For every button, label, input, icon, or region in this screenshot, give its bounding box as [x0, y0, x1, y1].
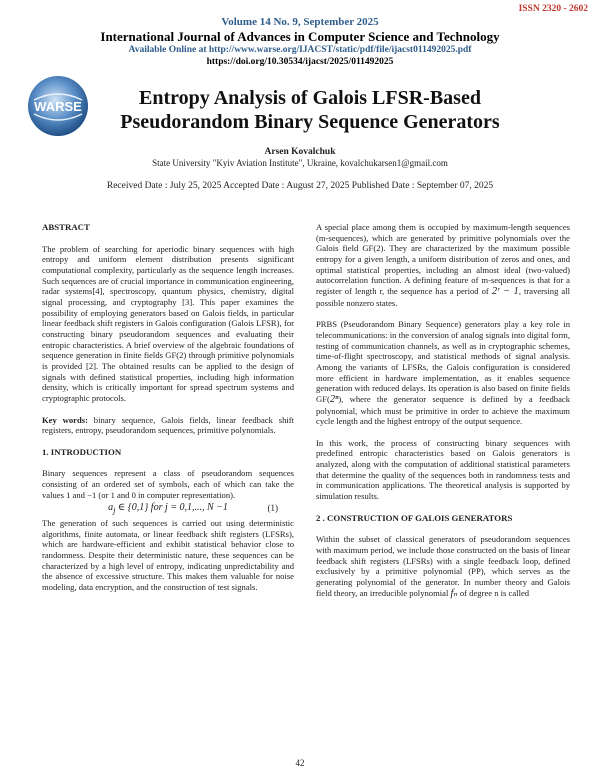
journal-title: International Journal of Advances in Computer Science and Technology — [100, 29, 500, 44]
p4-text-end: of degree n is called — [457, 587, 530, 598]
polynomial-symbol: fₙ — [450, 587, 458, 599]
paper-title — [60, 86, 560, 134]
keywords-text: binary sequence, Galois fields, linear feedback shift registers, entropy, pseudorandom sequences, primitive polynomials. — [42, 414, 294, 436]
publication-dates: Received Date : July 25, 2025 Accepted Date : August 27, 2025 Published Date : September 07, 2025 — [106, 181, 494, 191]
keywords — [42, 415, 294, 436]
p1-text: A special place among them is occupied by maximum-length sequences (m-sequences), which are generated by primitive polynomials over the Galois field GF(2). They are characterized by the maximum possible entropy for a given length, a uniform distribution of zeros and ones, and optimal statistical properties, including an almost ideal (two-valued) autocorrelation function. A defining feature of m-sequences is that for a register of length r, the sequence has a period of — [316, 222, 570, 296]
title-line-1: Entropy Analysis of Galois LFSR-Based — [139, 87, 481, 109]
p2-text: PRBS (Pseudorandom Binary Sequence) generators play a key role in telecommunications: in the conversion of analog signals into digital form, testing of communication channels, as well as in cryptographic schemes, time-of-flight spectroscopy, and statistical methods of signal analysis. Among the variants of LFSRs, the Galois configuration is considered more efficient in hardware implementation, as it enables sequence generation with reduced delays. Its operation is also based on finite fields GF( — [316, 319, 570, 404]
equation-body: ∈ {0,1} for j = 0,1,..., N −1 — [115, 502, 228, 514]
issn-label: ISSN 2320 - 2602 — [518, 4, 588, 14]
title-line-2: Pseudorandom Binary Sequence Generators — [120, 111, 500, 133]
section-2-heading: 2 . CONSTRUCTION OF GALOIS GENERATORS — [316, 512, 513, 523]
author-affiliation: State University "Kyiv Aviation Institute", Ukraine, kovalchukarsen1@gmail.com — [152, 158, 448, 168]
right-paragraph-2 — [316, 319, 570, 427]
availability-link[interactable]: Available Online at http://www.warse.org/IJACST/static/pdf/file/ijacst011492025.pdf — [128, 45, 472, 55]
abstract-heading: ABSTRACT — [42, 222, 90, 232]
left-column — [42, 222, 294, 604]
p2-text-end: ), where the generator sequence is defined by a feedback polynomial, which must be primitive in order to achieve the maximum cycle length and the highest entropy of the output sequence. — [316, 393, 570, 427]
field-formula: 2ⁿ — [329, 393, 339, 405]
right-paragraph-4 — [316, 534, 570, 599]
right-paragraph-3: In this work, the process of constructing binary sequences with predefined entropic characteristics based on Galois generators is analyzed, along with the computation of additional statistical parameters that determine the quality of the sequences both in randomness tests and in communication applications. The theoretical analysis is supported by simulation results. — [316, 437, 570, 502]
equation-number: (1) — [267, 503, 278, 514]
p4-text: Within the subset of classical generators of pseudorandom sequences with maximum period, we include those constructed on the basis of linear feedback shift registers (LFSRs) with a single feedback loop, defined exclusively by a primitive polynomial (PP), which serves as the generating polynomial of the generator. In number theory and Galois field theory, an irreducible polynomial — [316, 534, 570, 598]
equation-1 — [42, 503, 294, 517]
right-column — [316, 222, 570, 610]
doi-link[interactable]: https://doi.org/10.30534/ijacst/2025/011492025 — [206, 57, 394, 67]
intro-paragraph-2: The generation of such sequences is carried out using deterministic algorithms, finite automata, or linear feedback shift registers (LFSRs), which are hardware-efficient and exhibit statistical behavior close to randomness. Despite their deterministic nature, these sequences can be characterized by a high level of entropy, indicating unpredictability and the absence of excessive structure. This makes them valuable for noise modeling, data encryption, and the construction of test signals. — [42, 518, 294, 593]
p1-text-end: , traversing all possible nonzero states. — [316, 285, 570, 308]
logo-text: WARSE — [34, 99, 82, 114]
intro-paragraph-1: Binary sequences represent a class of pseudorandom sequences consisting of an ordered set of symbols, each of which can take the values 1 and −1 (or 1 and 0 in computer representation). — [42, 468, 294, 500]
equation-subscript: j — [113, 506, 116, 516]
author-name: Arsen Kovalchuk — [264, 147, 336, 157]
abstract-text: The problem of searching for aperiodic binary sequences with high entropy and uniform element distribution presents significant computational complexity, particularly as the sequence length increases. Such sequences are of crucial importance in communication engineering, radar systems[4], spectroscopy, quantum physics, chemistry, digital signal processing, and cryptography [3]. This paper examines the possibility of employing generators based on Galois fields, in particular linear feedback shift registers in Galois configuration (Galois LFSR), for constructing binary pseudorandom sequences and evaluating their entropic characteristics. A brief overview of the algebraic foundations of sequence generation in finite fields GF(2) through primitive polynomials is provided [2]. The obtained results can be applied to the design of signals with defined statistical properties, including high information density, which is critically important for spread spectrum systems and cryptographic protocols. — [42, 243, 294, 403]
equation-var: a — [108, 502, 114, 514]
volume-label: Volume 14 No. 9, September 2025 — [221, 16, 379, 28]
right-paragraph-1 — [316, 222, 570, 308]
keywords-label: Key words: — [42, 414, 88, 425]
introduction-heading: 1. INTRODUCTION — [42, 446, 122, 457]
page-number: 42 — [295, 758, 305, 768]
period-formula: 2ʳ − 1 — [491, 285, 519, 297]
